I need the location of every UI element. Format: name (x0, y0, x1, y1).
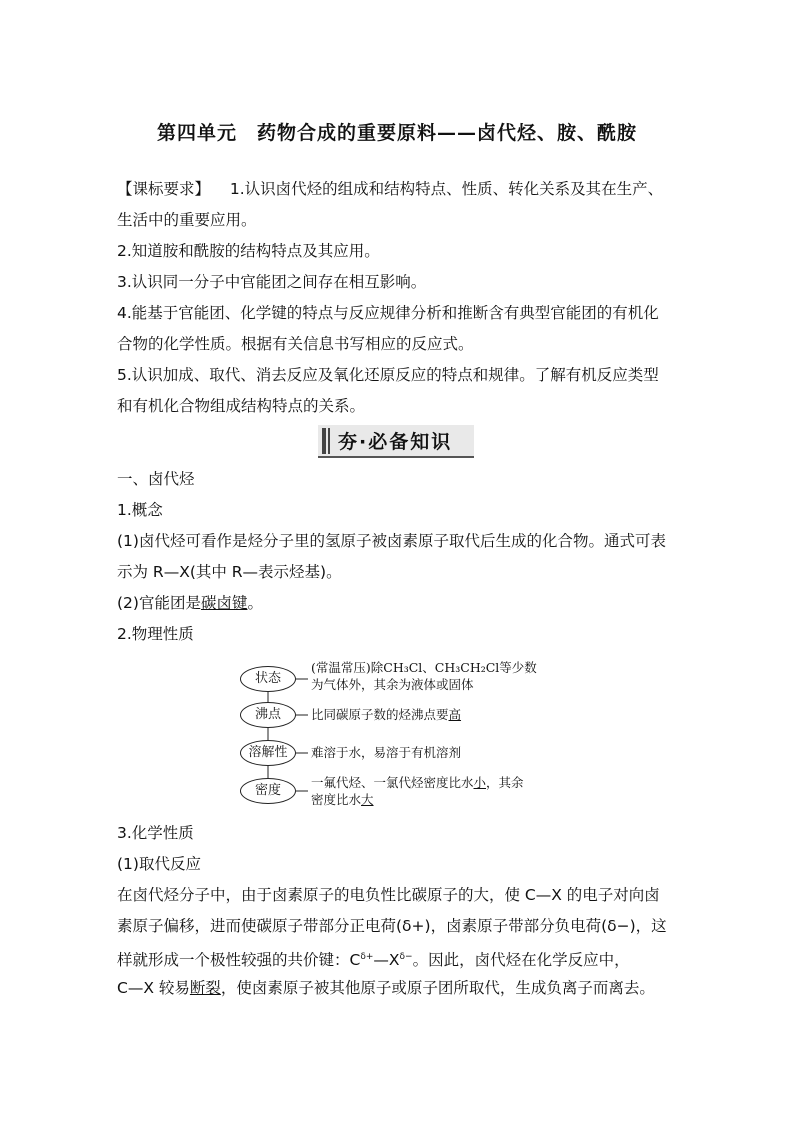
state-desc-line-2: 为气体外，其余为液体或固体 (311, 677, 474, 692)
density-desc-line-1 (311, 775, 524, 791)
requirements-label: 【课标要求】 (117, 180, 211, 198)
section-heading: 一、卤代烃 (117, 470, 195, 488)
requirement-item-5: 5.认识加成、取代、消去反应及氧化还原反应的特点和规律。了解有机反应类型 (117, 366, 659, 384)
concept-p2-suffix: 。 (247, 594, 263, 612)
solubility-desc: 难溶于水，易溶于有机溶剂 (311, 745, 462, 760)
page-title: 第四单元 药物合成的重要原料——卤代烃、胺、酰胺 (156, 122, 637, 144)
boiling-desc-prefix: 比同碳原子数的烃沸点要 (311, 707, 449, 722)
chemical-line-3-prefix: 样就形成一个极性较强的共价键：C (117, 951, 361, 970)
concept-paragraph-1-cont: 示为 R—X(其中 R—表示烃基)。 (117, 563, 342, 581)
banner-text: 夯·必备知识 (338, 431, 453, 453)
chemical-line-3 (117, 942, 679, 976)
chemical-line-2: 素原子偏移，进而使碳原子带部分正电荷(δ+)，卤素原子带部分负电荷(δ−)，这 (117, 917, 667, 935)
banner-bar-icon (322, 428, 326, 454)
node-solubility: 溶解性 (240, 740, 296, 766)
partial-negative-charge: δ− (399, 952, 413, 962)
density-answer-1: 小 (473, 775, 487, 790)
partial-positive-charge: δ+ (360, 952, 374, 962)
chemical-heading: 3.化学性质 (117, 824, 194, 842)
density-desc-line-2 (311, 792, 374, 808)
concept-heading: 1.概念 (117, 501, 163, 519)
requirement-item-4-cont: 合物的化学性质。根据有关信息书写相应的反应式。 (117, 335, 474, 353)
requirement-item-4: 4.能基于官能团、化学键的特点与反应规律分析和推断含有典型官能团的有机化 (117, 304, 659, 322)
requirement-item-2: 2.知道胺和酰胺的结构特点及其应用。 (117, 242, 380, 260)
chemical-line-1: 在卤代烃分子中，由于卤素原子的电负性比碳原子的大，使 C—X 的电子对向卤 (117, 886, 660, 904)
physical-heading: 2.物理性质 (117, 625, 194, 643)
banner-bar-thin-icon (328, 428, 330, 454)
chemical-line-4-suffix: ，使卤素原子被其他原子或原子团所取代，生成负离子而离去。 (220, 979, 655, 997)
requirement-item-1: 1.认识卤代烃的组成和结构特点、性质、转化关系及其在生产、 (229, 180, 664, 198)
concept-p2-prefix: (2)官能团是 (117, 594, 201, 612)
node-boiling-point: 沸点 (240, 702, 296, 728)
bond-break-answer: 断裂 (189, 979, 221, 997)
requirements-line-1 (117, 174, 679, 205)
chemical-line-3-suffix: 。因此，卤代烃在化学反应中， (412, 951, 630, 970)
requirement-item-5-cont: 和有机化合物组成结构特点的关系。 (117, 397, 366, 415)
density-answer-2: 大 (361, 792, 374, 807)
density-desc-suffix: ，其余 (486, 775, 524, 790)
section-banner (318, 425, 474, 458)
density-desc-prefix: 一氟代烃、一氯代烃密度比水 (311, 775, 474, 790)
node-density: 密度 (240, 778, 296, 804)
substitution-heading: (1)取代反应 (117, 855, 201, 873)
node-state: 状态 (240, 666, 296, 692)
density-desc-line2-prefix: 密度比水 (311, 792, 362, 807)
concept-paragraph-1: (1)卤代烃可看作是烃分子里的氢原子被卤素原子取代后生成的化合物。通式可表 (117, 532, 666, 550)
chemical-line-4 (117, 973, 679, 1004)
chemical-line-3-mid: —X (373, 951, 400, 970)
functional-group-answer: 碳卤键 (200, 594, 248, 612)
state-desc-line-1: (常温常压)除CH₃Cl、CH₃CH₂Cl等少数 (311, 660, 537, 675)
boiling-answer: 高 (448, 707, 462, 722)
requirement-item-3: 3.认识同一分子中官能团之间存在相互影响。 (117, 273, 427, 291)
concept-paragraph-2 (117, 588, 679, 619)
boiling-desc (311, 707, 461, 723)
chemical-line-4-prefix: C—X 较易 (117, 979, 190, 997)
requirement-item-1-cont: 生活中的重要应用。 (117, 211, 257, 229)
physical-properties-diagram (240, 656, 560, 816)
